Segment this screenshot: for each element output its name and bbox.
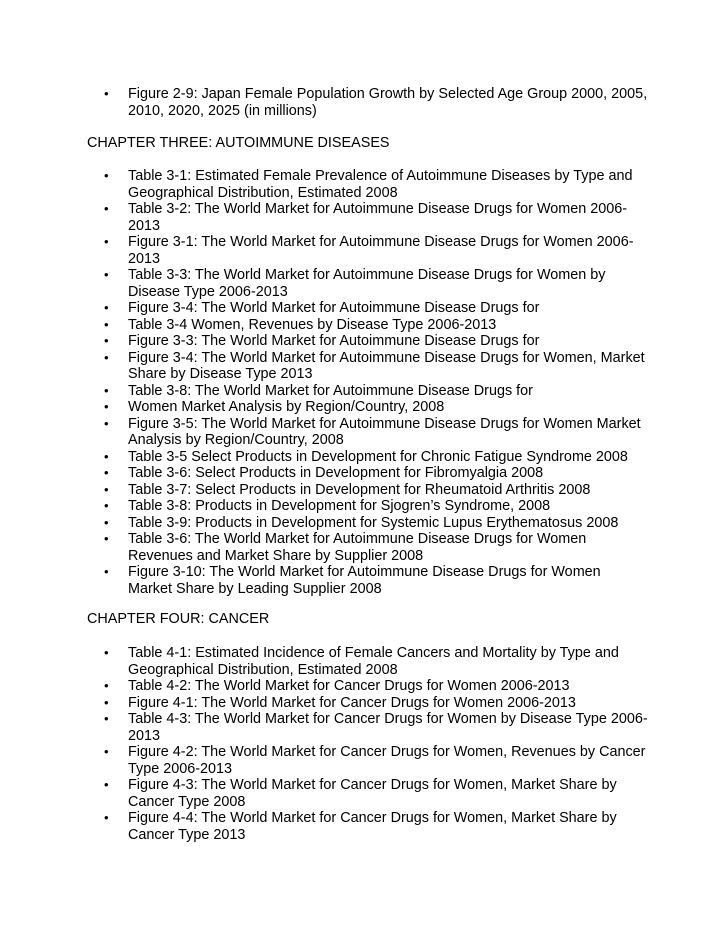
list-item: • Figure 4-1: The World Market for Cancer Drugs for Women 2006-2013 bbox=[0, 695, 728, 712]
list-item: • Figure 3-1: The World Market for Autoimmune Disease Drugs for Women 2006-2013 bbox=[0, 234, 728, 267]
list-item: • Figure 2-9: Japan Female Population Growth by Selected Age Group 2000, 2005, 2010, 2020, 2025 (in millions) bbox=[0, 86, 728, 119]
list-item: • Table 4-3: The World Market for Cancer Drugs for Women by Disease Type 2006-2013 bbox=[0, 711, 728, 744]
list-item: • Table 3-1: Estimated Female Prevalence of Autoimmune Diseases by Type and Geographical Distribution, Estimated 2008 bbox=[0, 168, 728, 201]
list-item: • Figure 4-2: The World Market for Cancer Drugs for Women, Revenues by Cancer Type 2006-2013 bbox=[0, 744, 728, 777]
list-item: • Table 3-2: The World Market for Autoimmune Disease Drugs for Women 2006-2013 bbox=[0, 201, 728, 234]
intro-list bbox=[0, 86, 728, 119]
list-item: • Figure 3-5: The World Market for Autoimmune Disease Drugs for Women Market Analysis by Region/Country, 2008 bbox=[0, 416, 728, 449]
list-item: • Table 3-8: Products in Development for Sjogren’s Syndrome, 2008 bbox=[0, 498, 728, 515]
list-item: • Table 3-6: Select Products in Development for Fibromyalgia 2008 bbox=[0, 465, 728, 482]
list-item: • Figure 3-10: The World Market for Autoimmune Disease Drugs for Women Market Share by Leading Supplier 2008 bbox=[0, 564, 728, 597]
list-item: • Table 4-1: Estimated Incidence of Female Cancers and Mortality by Type and Geographical Distribution, Estimated 2008 bbox=[0, 645, 728, 678]
list-item: • Table 3-7: Select Products in Development for Rheumatoid Arthritis 2008 bbox=[0, 482, 728, 499]
list-item: • Table 3-9: Products in Development for Systemic Lupus Erythematosus 2008 bbox=[0, 515, 728, 532]
chapter-three-heading: CHAPTER THREE: AUTOIMMUNE DISEASES bbox=[87, 135, 390, 151]
chapter-three-list bbox=[0, 168, 728, 597]
chapter-four-heading: CHAPTER FOUR: CANCER bbox=[87, 611, 270, 627]
list-item: • Table 3-6: The World Market for Autoimmune Disease Drugs for Women Revenues and Market Share by Supplier 2008 bbox=[0, 531, 728, 564]
list-item: • Figure 4-4: The World Market for Cancer Drugs for Women, Market Share by Cancer Type 2013 bbox=[0, 810, 728, 843]
list-item: • Figure 4-3: The World Market for Cancer Drugs for Women, Market Share by Cancer Type 2008 bbox=[0, 777, 728, 810]
list-item: • Women Market Analysis by Region/Country, 2008 bbox=[0, 399, 728, 416]
list-item: • Table 4-2: The World Market for Cancer Drugs for Women 2006-2013 bbox=[0, 678, 728, 695]
list-item: • Figure 3-4: The World Market for Autoimmune Disease Drugs for Women, Market Share by Disease Type 2013 bbox=[0, 350, 728, 383]
list-item: • Figure 3-4: The World Market for Autoimmune Disease Drugs for bbox=[0, 300, 728, 317]
list-item: • Table 3-8: The World Market for Autoimmune Disease Drugs for bbox=[0, 383, 728, 400]
chapter-four-list bbox=[0, 645, 728, 843]
list-item: • Table 3-5 Select Products in Development for Chronic Fatigue Syndrome 2008 bbox=[0, 449, 728, 466]
list-item: • Figure 3-3: The World Market for Autoimmune Disease Drugs for bbox=[0, 333, 728, 350]
list-item: • Table 3-4 Women, Revenues by Disease Type 2006-2013 bbox=[0, 317, 728, 334]
list-item: • Table 3-3: The World Market for Autoimmune Disease Drugs for Women by Disease Type 2006-2013 bbox=[0, 267, 728, 300]
